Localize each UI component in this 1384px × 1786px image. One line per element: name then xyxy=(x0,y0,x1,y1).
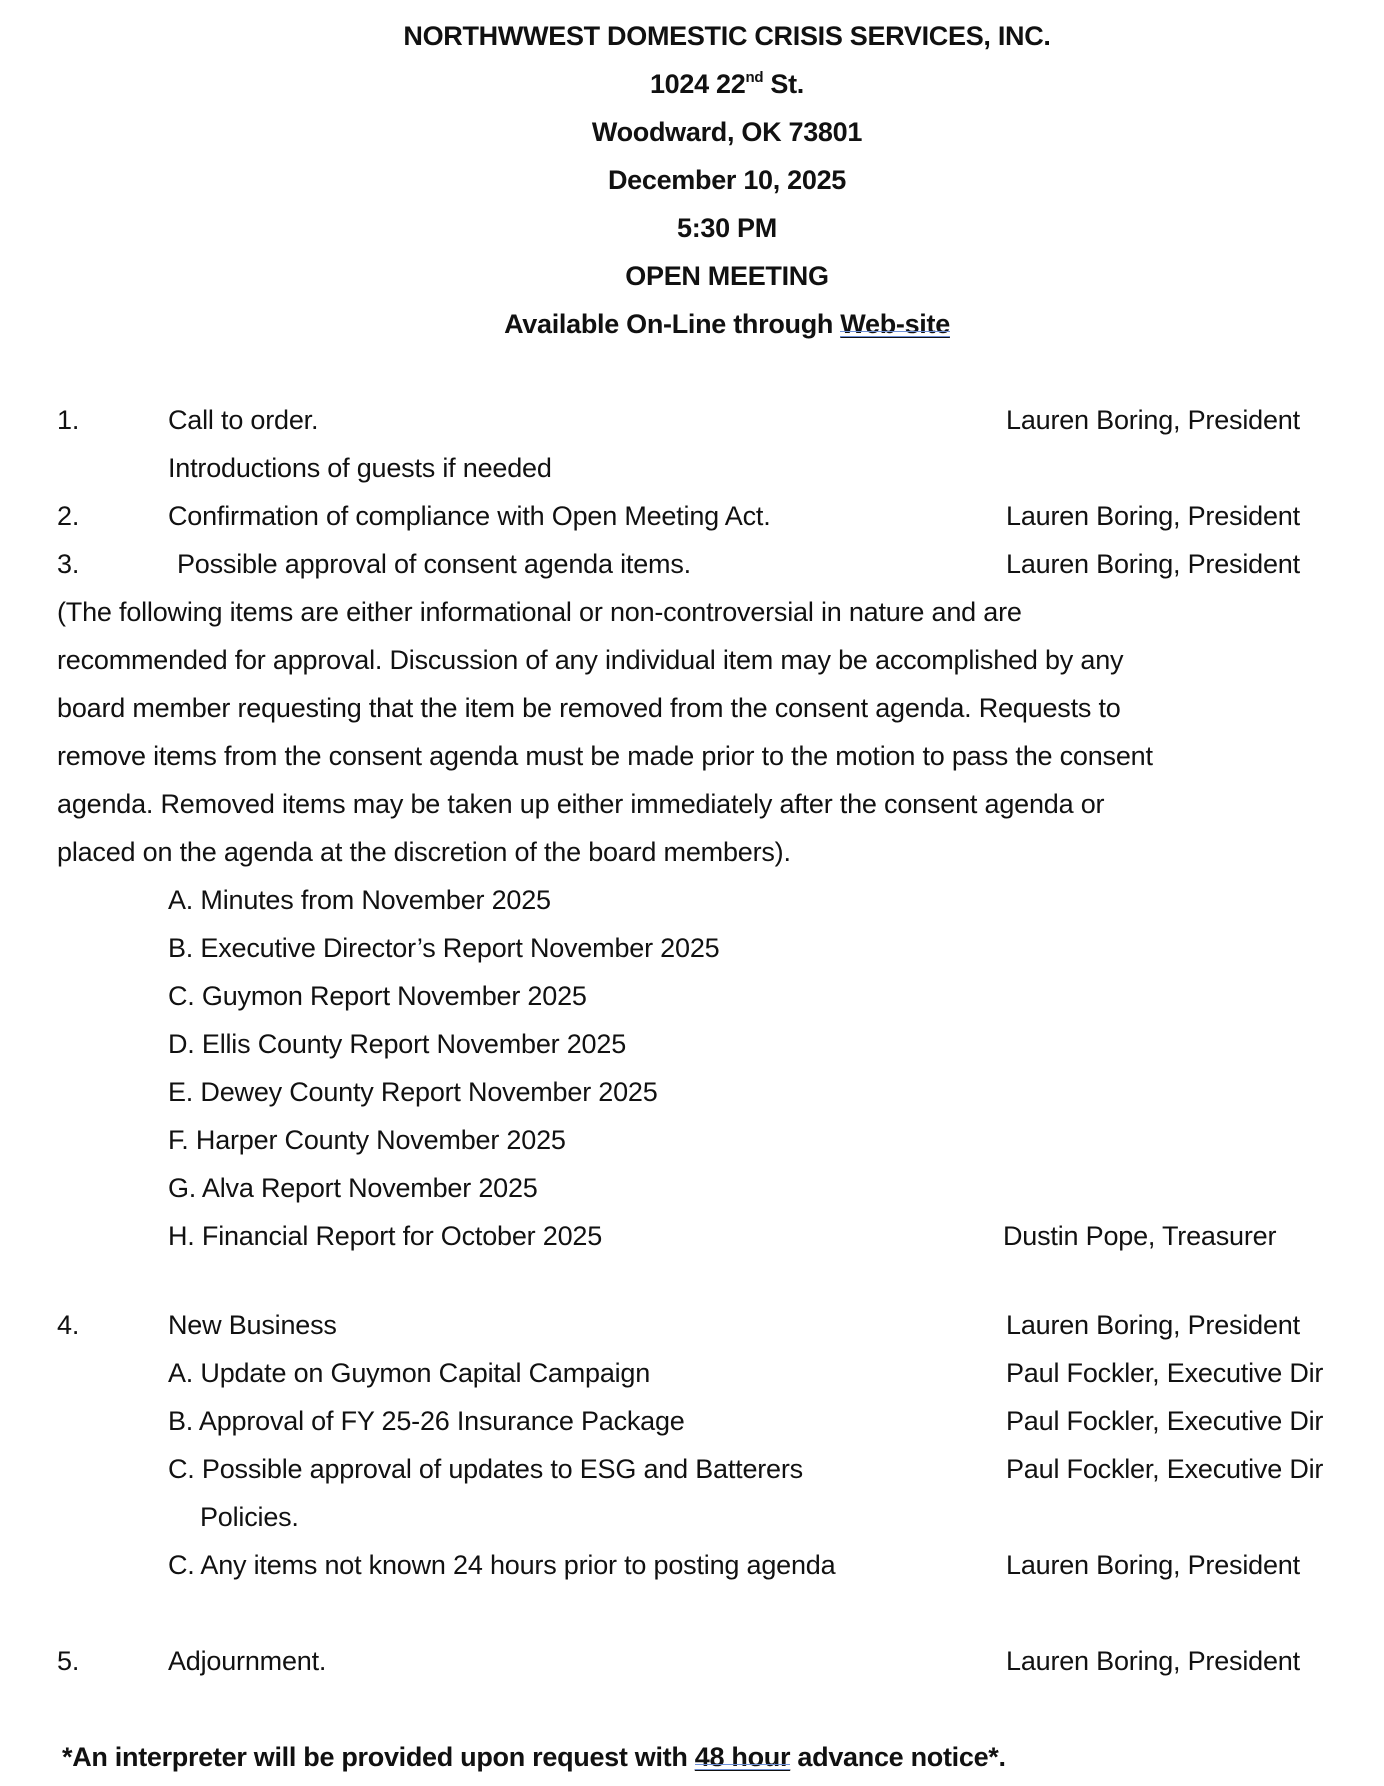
agenda-item-1-sub xyxy=(0,444,1384,492)
item-number: 3. xyxy=(57,549,80,579)
item-presenter: Paul Fockler, Executive Dir xyxy=(1006,1454,1324,1484)
consent-item-label: D. Ellis County Report November 2025 xyxy=(168,1029,627,1059)
item-presenter: Paul Fockler, Executive Dir xyxy=(1006,1358,1324,1388)
address-street: St. xyxy=(763,69,805,99)
meeting-type: OPEN MEETING xyxy=(625,261,829,291)
item-title: Call to order. xyxy=(168,405,319,435)
city-state-zip: Woodward, OK 73801 xyxy=(591,117,863,147)
consent-item-label: A. Minutes from November 2025 xyxy=(168,885,551,915)
meeting-time: 5:30 PM xyxy=(677,213,777,243)
item-presenter: Lauren Boring, President xyxy=(1006,1550,1300,1580)
agenda-item-2 xyxy=(0,492,1384,540)
consent-item-label: E. Dewey County Report November 2025 xyxy=(168,1077,658,1107)
new-business-label: C. Any items not known 24 hours prior to posting agenda xyxy=(168,1550,836,1580)
note-line: board member requesting that the item be removed from the consent agenda. Requests to xyxy=(57,693,1121,723)
consent-item-label: H. Financial Report for October 2025 xyxy=(168,1221,603,1251)
consent-item-label: C. Guymon Report November 2025 xyxy=(168,981,587,1011)
note-line: agenda. Removed items may be taken up either immediately after the consent agenda or xyxy=(57,789,1105,819)
note-line: recommended for approval. Discussion of any individual item may be accomplished by any xyxy=(57,645,1124,675)
organization-title: NORTHWWEST DOMESTIC CRISIS SERVICES, INC. xyxy=(403,21,1051,51)
consent-item-label: F. Harper County November 2025 xyxy=(168,1125,566,1155)
availability-text: Available On-Line through xyxy=(504,309,841,339)
consent-item-a xyxy=(0,876,1384,924)
new-business-label: B. Approval of FY 25-26 Insurance Package xyxy=(168,1406,685,1436)
item-number: 1. xyxy=(57,405,80,435)
agenda-item-4 xyxy=(0,1301,1384,1349)
address-line xyxy=(0,60,1384,108)
agenda-item-1 xyxy=(0,396,1384,444)
item-presenter: Lauren Boring, President xyxy=(1006,549,1300,579)
consent-item-h xyxy=(0,1212,1384,1260)
item-title: Possible approval of consent agenda items. xyxy=(177,549,691,579)
note-line: remove items from the consent agenda must be made prior to the motion to pass the consent xyxy=(57,741,1153,771)
item-presenter: Paul Fockler, Executive Dir xyxy=(1006,1406,1324,1436)
address-ordinal-suffix: nd xyxy=(745,69,764,86)
item-number: 4. xyxy=(57,1310,80,1340)
address-number: 1024 22 xyxy=(649,69,746,99)
consent-item-d xyxy=(0,1020,1384,1068)
meeting-date: December 10, 2025 xyxy=(607,165,847,195)
new-business-item-c2 xyxy=(0,1541,1384,1589)
new-business-item-c-continuation xyxy=(0,1493,1384,1541)
new-business-label: C. Possible approval of updates to ESG and Batterers xyxy=(168,1454,803,1484)
item-presenter: Lauren Boring, President xyxy=(1006,1310,1300,1340)
item-presenter: Lauren Boring, President xyxy=(1006,405,1300,435)
consent-item-c xyxy=(0,972,1384,1020)
consent-item-label: G. Alva Report November 2025 xyxy=(168,1173,538,1203)
item-presenter: Lauren Boring, President xyxy=(1006,1646,1300,1676)
item-title: New Business xyxy=(168,1310,337,1340)
consent-item-f xyxy=(0,1116,1384,1164)
new-business-label: A. Update on Guymon Capital Campaign xyxy=(168,1358,651,1388)
item-title: Adjournment. xyxy=(168,1646,327,1676)
agenda-item-5 xyxy=(0,1637,1384,1685)
item-title: Confirmation of compliance with Open Meeting Act. xyxy=(168,501,771,531)
interpreter-notice xyxy=(62,1733,1006,1781)
new-business-item-b xyxy=(0,1397,1384,1445)
agenda-item-3 xyxy=(0,540,1384,588)
note-line: (The following items are either informational or non-controversial in nature and are xyxy=(57,597,1022,627)
consent-item-g xyxy=(0,1164,1384,1212)
availability-line xyxy=(0,300,1384,348)
notice-text-end: advance notice*. xyxy=(790,1742,1006,1772)
consent-item-b xyxy=(0,924,1384,972)
website-link[interactable]: Web-site xyxy=(840,309,950,339)
new-business-item-a xyxy=(0,1349,1384,1397)
new-business-label-continuation: Policies. xyxy=(200,1502,299,1532)
item-number: 5. xyxy=(57,1646,80,1676)
notice-text: *An interpreter will be provided upon request with xyxy=(62,1742,695,1772)
item-presenter: Lauren Boring, President xyxy=(1006,501,1300,531)
consent-agenda-note xyxy=(57,588,1377,876)
item-subtext: Introductions of guests if needed xyxy=(168,453,552,483)
item-number: 2. xyxy=(57,501,80,531)
note-line: placed on the agenda at the discretion of the board members). xyxy=(57,837,791,867)
item-presenter: Dustin Pope, Treasurer xyxy=(1003,1221,1277,1251)
notice-link[interactable]: 48 hour xyxy=(694,1742,791,1772)
new-business-item-c xyxy=(0,1445,1384,1493)
consent-item-label: B. Executive Director’s Report November 2025 xyxy=(168,933,720,963)
consent-item-e xyxy=(0,1068,1384,1116)
